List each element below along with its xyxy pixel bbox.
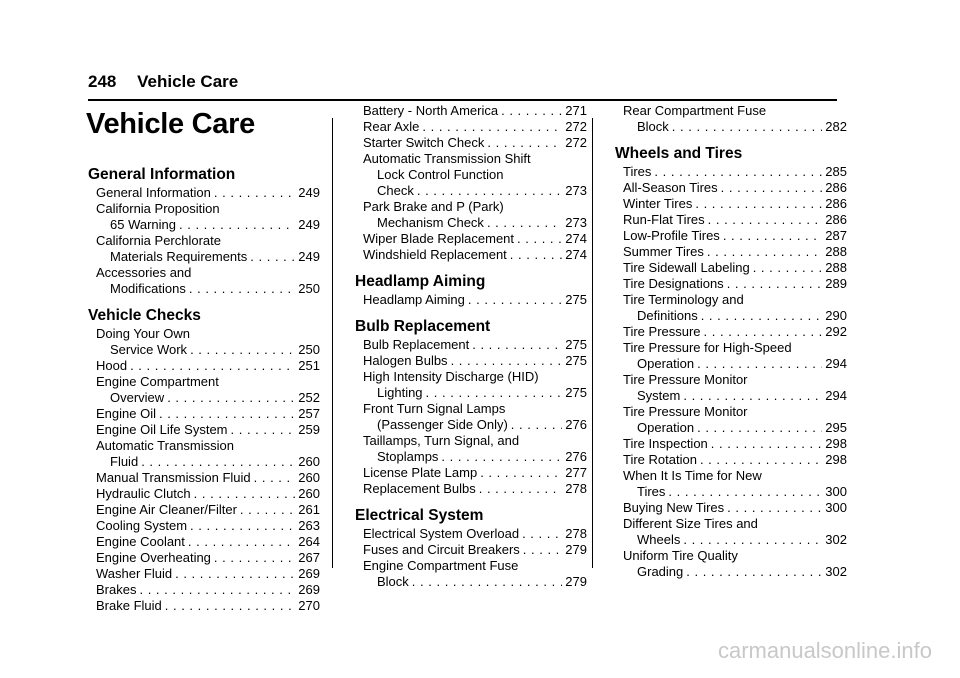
toc-entry-label: System xyxy=(637,388,681,403)
toc-entry[interactable] xyxy=(355,401,587,433)
toc-entry[interactable] xyxy=(355,231,587,247)
dot-leader xyxy=(727,276,823,292)
toc-entry[interactable] xyxy=(615,228,847,244)
toc-entry-label: High Intensity Discharge (HID) xyxy=(363,369,539,384)
dot-leader xyxy=(175,566,295,582)
toc-entry-label: California Proposition xyxy=(96,201,220,216)
toc-entry[interactable] xyxy=(355,526,587,542)
toc-entry[interactable] xyxy=(88,582,320,598)
toc-section-heading: Electrical System xyxy=(355,507,484,524)
toc-entry-label: Service Work xyxy=(110,342,188,357)
toc-page-number: 285 xyxy=(825,164,847,179)
toc-entry[interactable] xyxy=(88,438,320,470)
dot-leader xyxy=(214,550,295,566)
section-spacer xyxy=(355,308,587,317)
toc-entry-label: Engine Oil xyxy=(96,406,156,421)
toc-entry-label: 65 Warning xyxy=(110,217,176,232)
toc-page-number: 289 xyxy=(825,276,847,291)
toc-page-number: 272 xyxy=(565,135,587,150)
toc-page-number: 275 xyxy=(565,337,587,352)
toc-page-number: 267 xyxy=(298,550,320,565)
column-divider xyxy=(332,118,333,568)
toc-entry-label: Low-Profile Tires xyxy=(623,228,720,243)
toc-entry-label: Hydraulic Clutch xyxy=(96,486,191,501)
toc-column-2 xyxy=(355,103,587,590)
toc-entry[interactable] xyxy=(88,185,320,201)
toc-entry[interactable] xyxy=(615,164,847,180)
toc-column-3 xyxy=(615,103,847,580)
toc-entry-label: Engine Compartment xyxy=(96,374,219,389)
toc-entry-label: Brake Fluid xyxy=(96,598,162,613)
toc-entry-label: (Passenger Side Only) xyxy=(377,417,508,432)
toc-entry[interactable] xyxy=(615,404,847,436)
toc-entry-label: Engine Coolant xyxy=(96,534,185,549)
page-header xyxy=(88,72,238,92)
dot-leader xyxy=(753,260,823,276)
toc-entry-label: Operation xyxy=(637,356,695,371)
dot-leader xyxy=(451,353,563,369)
dot-leader xyxy=(139,582,295,598)
section-spacer xyxy=(615,135,847,144)
section-spacer xyxy=(355,497,587,506)
toc-entry[interactable] xyxy=(615,516,847,548)
dot-leader xyxy=(708,212,823,228)
toc-page-number: 260 xyxy=(298,454,320,469)
dot-leader xyxy=(704,324,823,340)
dot-leader xyxy=(723,228,822,244)
toc-entry[interactable] xyxy=(88,265,320,297)
dot-leader xyxy=(683,388,822,404)
toc-entry-label: License Plate Lamp xyxy=(363,465,478,480)
toc-page-number: 250 xyxy=(298,342,320,357)
toc-entry-label: Tire Pressure Monitor xyxy=(623,372,748,387)
toc-page-number: 269 xyxy=(298,566,320,581)
dot-leader xyxy=(683,532,822,548)
toc-page-number: 269 xyxy=(298,582,320,597)
toc-entry-label: Run-Flat Tires xyxy=(623,212,705,227)
toc-entry-label: Summer Tires xyxy=(623,244,704,259)
toc-entry-label: Tire Inspection xyxy=(623,436,708,451)
dot-leader xyxy=(417,183,562,199)
toc-entry[interactable] xyxy=(88,201,320,233)
toc-page-number: 276 xyxy=(565,449,587,464)
toc-entry-label: Tire Sidewall Labeling xyxy=(623,260,750,275)
toc-entry-label: All-Season Tires xyxy=(623,180,718,195)
toc-entry-label: Windshield Replacement xyxy=(363,247,507,262)
dot-leader xyxy=(188,534,295,550)
toc-page-number: 260 xyxy=(298,470,320,485)
dot-leader xyxy=(487,135,562,151)
toc-page-number: 274 xyxy=(565,247,587,262)
toc-entry[interactable] xyxy=(355,353,587,369)
toc-entry-label: Modifications xyxy=(110,281,186,296)
toc-entry-label: Stoplamps xyxy=(377,449,439,464)
toc-entry-label: Definitions xyxy=(637,308,698,323)
toc-entry-label: Tires xyxy=(623,164,652,179)
toc-entry[interactable] xyxy=(615,324,847,340)
toc-entry[interactable] xyxy=(88,326,320,358)
toc-entry[interactable] xyxy=(355,103,587,119)
toc-section-heading: Wheels and Tires xyxy=(615,145,743,162)
dot-leader xyxy=(668,484,822,500)
dot-leader xyxy=(701,308,823,324)
toc-entry-label: Engine Air Cleaner/Filter xyxy=(96,502,237,517)
toc-page-number: 272 xyxy=(565,119,587,134)
toc-entry[interactable] xyxy=(355,151,587,199)
toc-entry[interactable] xyxy=(615,500,847,516)
toc-entry[interactable] xyxy=(88,233,320,265)
toc-section-heading: Bulb Replacement xyxy=(355,318,491,335)
toc-entry[interactable] xyxy=(615,468,847,500)
toc-entry[interactable] xyxy=(88,406,320,422)
toc-entry-label: Buying New Tires xyxy=(623,500,725,515)
toc-entry[interactable] xyxy=(88,534,320,550)
toc-page-number: 278 xyxy=(565,481,587,496)
toc-entry[interactable] xyxy=(88,518,320,534)
toc-entry-label: Grading xyxy=(637,564,684,579)
toc-page-number: 286 xyxy=(825,196,847,211)
toc-entry-label: Rear Axle xyxy=(363,119,420,134)
toc-entry-label: Lock Control Function xyxy=(377,167,504,182)
toc-entry[interactable] xyxy=(355,247,587,263)
toc-entry[interactable] xyxy=(355,135,587,151)
toc-entry-label: Tire Pressure for High-Speed xyxy=(623,340,792,355)
toc-page-number: 264 xyxy=(298,534,320,549)
dot-leader xyxy=(426,385,563,401)
toc-entry[interactable] xyxy=(355,369,587,401)
toc-entry-label: Tire Rotation xyxy=(623,452,697,467)
toc-page-number: 250 xyxy=(298,281,320,296)
toc-page-number: 288 xyxy=(825,244,847,259)
dot-leader xyxy=(510,247,563,263)
toc-entry-label: Lighting xyxy=(377,385,423,400)
dot-leader xyxy=(672,119,823,135)
toc-entry-label: Automatic Transmission Shift xyxy=(363,151,531,166)
toc-entry-label: Battery - North America xyxy=(363,103,499,118)
dot-leader xyxy=(250,249,295,265)
toc-entry[interactable] xyxy=(355,433,587,465)
dot-leader xyxy=(190,518,295,534)
toc-entry[interactable] xyxy=(355,558,587,590)
toc-entry[interactable] xyxy=(88,374,320,406)
toc-page-number: 271 xyxy=(565,103,587,118)
toc-entry[interactable] xyxy=(355,337,587,353)
toc-entry-label: Fuses and Circuit Breakers xyxy=(363,542,520,557)
dot-leader xyxy=(240,502,295,518)
toc-entry[interactable] xyxy=(88,470,320,486)
toc-entry[interactable] xyxy=(88,598,320,614)
toc-page-number: 249 xyxy=(298,217,320,232)
toc-column-1 xyxy=(88,165,320,614)
toc-entry[interactable] xyxy=(615,340,847,372)
toc-page-number: 294 xyxy=(825,356,847,371)
toc-entry-label: Fluid xyxy=(110,454,139,469)
toc-page-number: 286 xyxy=(825,180,847,195)
section-spacer xyxy=(88,297,320,306)
toc-entry-label: Mechanism Check xyxy=(377,215,484,230)
dot-leader xyxy=(165,598,296,614)
page-number: 248 xyxy=(88,72,117,91)
toc-page-number: 261 xyxy=(298,502,320,517)
toc-section-heading: General Information xyxy=(88,166,236,183)
toc-page-number: 282 xyxy=(825,119,847,134)
dot-leader xyxy=(214,185,295,201)
toc-page-number: 257 xyxy=(298,406,320,421)
section-spacer xyxy=(355,263,587,272)
toc-entry-label: Different Size Tires and xyxy=(623,516,758,531)
toc-entry-label: Materials Requirements xyxy=(110,249,248,264)
toc-entry-label: Front Turn Signal Lamps xyxy=(363,401,506,416)
toc-page-number: 260 xyxy=(298,486,320,501)
dot-leader xyxy=(501,103,562,119)
toc-entry-label: Manual Transmission Fluid xyxy=(96,470,251,485)
header-rule xyxy=(88,99,837,101)
toc-entry[interactable] xyxy=(615,196,847,212)
dot-leader xyxy=(487,215,562,231)
dot-leader xyxy=(686,564,822,580)
toc-entry-label: Operation xyxy=(637,420,695,435)
toc-entry[interactable] xyxy=(88,358,320,374)
toc-page-number: 302 xyxy=(825,532,847,547)
dot-leader xyxy=(189,281,295,297)
toc-page-number: 259 xyxy=(298,422,320,437)
dot-leader xyxy=(517,231,562,247)
dot-leader xyxy=(523,542,563,558)
dot-leader xyxy=(130,358,295,374)
toc-entry-label: Bulb Replacement xyxy=(363,337,470,352)
toc-page-number: 275 xyxy=(565,385,587,400)
toc-entry-label: Park Brake and P (Park) xyxy=(363,199,504,214)
dot-leader xyxy=(472,337,562,353)
dot-leader xyxy=(707,244,822,260)
toc-entry-label: Block xyxy=(377,574,409,589)
dot-leader xyxy=(412,574,563,590)
toc-entry-label: Wiper Blade Replacement xyxy=(363,231,515,246)
toc-entry-label: Automatic Transmission xyxy=(96,438,234,453)
toc-entry[interactable] xyxy=(355,465,587,481)
toc-entry[interactable] xyxy=(615,103,847,135)
toc-entry-label: Tire Terminology and xyxy=(623,292,744,307)
toc-entry[interactable] xyxy=(615,212,847,228)
toc-entry[interactable] xyxy=(615,452,847,468)
toc-entry[interactable] xyxy=(88,422,320,438)
toc-entry[interactable] xyxy=(615,244,847,260)
toc-page-number: 287 xyxy=(825,228,847,243)
toc-entry-label: General Information xyxy=(96,185,211,200)
dot-leader xyxy=(695,196,822,212)
toc-entry-label: Tire Designations xyxy=(623,276,724,291)
dot-leader xyxy=(511,417,563,433)
toc-page-number: 298 xyxy=(825,452,847,467)
toc-entry-label: Tire Pressure Monitor xyxy=(623,404,748,419)
dot-leader xyxy=(167,390,295,406)
toc-entry-label: Tires xyxy=(637,484,666,499)
toc-page-number: 275 xyxy=(565,292,587,307)
dot-leader xyxy=(190,342,295,358)
toc-entry-label: Cooling System xyxy=(96,518,188,533)
toc-entry-label: Brakes xyxy=(96,582,137,597)
toc-entry-label: Engine Compartment Fuse xyxy=(363,558,519,573)
dot-leader xyxy=(159,406,295,422)
dot-leader xyxy=(479,481,563,497)
toc-section-heading: Headlamp Aiming xyxy=(355,273,486,290)
toc-page-number: 275 xyxy=(565,353,587,368)
toc-entry[interactable] xyxy=(355,199,587,231)
dot-leader xyxy=(194,486,296,502)
toc-entry-label: Tire Pressure xyxy=(623,324,701,339)
toc-page-number: 270 xyxy=(298,598,320,613)
toc-page-number: 295 xyxy=(825,420,847,435)
toc-page-number: 274 xyxy=(565,231,587,246)
dot-leader xyxy=(697,420,822,436)
dot-leader xyxy=(231,422,296,438)
toc-entry[interactable] xyxy=(355,481,587,497)
toc-entry-label: Hood xyxy=(96,358,128,373)
dot-leader xyxy=(711,436,823,452)
toc-entry-label: Starter Switch Check xyxy=(363,135,485,150)
toc-entry[interactable] xyxy=(88,486,320,502)
toc-page-number: 263 xyxy=(298,518,320,533)
toc-entry[interactable] xyxy=(615,372,847,404)
toc-entry[interactable] xyxy=(88,502,320,518)
toc-entry-label: Doing Your Own xyxy=(96,326,190,341)
toc-page-number: 277 xyxy=(565,465,587,480)
toc-page-number: 249 xyxy=(298,185,320,200)
toc-page-number: 252 xyxy=(298,390,320,405)
toc-entry-label: Replacement Bulbs xyxy=(363,481,476,496)
toc-entry[interactable] xyxy=(88,566,320,582)
column-divider xyxy=(592,118,593,568)
dot-leader xyxy=(480,465,562,481)
toc-page-number: 302 xyxy=(825,564,847,579)
toc-page-number: 300 xyxy=(825,484,847,499)
toc-entry-label: Overview xyxy=(110,390,165,405)
toc-page-number: 290 xyxy=(825,308,847,323)
toc-page-number: 273 xyxy=(565,215,587,230)
toc-page-number: 298 xyxy=(825,436,847,451)
toc-page-number: 279 xyxy=(565,574,587,589)
toc-page-number: 294 xyxy=(825,388,847,403)
toc-entry-label: Washer Fluid xyxy=(96,566,173,581)
dot-leader xyxy=(697,356,822,372)
toc-entry-label: Taillamps, Turn Signal, and xyxy=(363,433,520,448)
toc-entry-label: Check xyxy=(377,183,414,198)
toc-entry-label: Accessories and xyxy=(96,265,192,280)
dot-leader xyxy=(654,164,822,180)
toc-entry[interactable] xyxy=(615,180,847,196)
dot-leader xyxy=(441,449,562,465)
dot-leader xyxy=(422,119,562,135)
toc-entry[interactable] xyxy=(615,260,847,276)
toc-page-number: 273 xyxy=(565,183,587,198)
toc-entry[interactable] xyxy=(355,119,587,135)
dot-leader xyxy=(254,470,296,486)
toc-page-number: 279 xyxy=(565,542,587,557)
toc-entry[interactable] xyxy=(615,292,847,324)
toc-entry-label: California Perchlorate xyxy=(96,233,222,248)
toc-entry-label: When It Is Time for New xyxy=(623,468,762,483)
toc-entry[interactable] xyxy=(355,542,587,558)
toc-entry-label: Headlamp Aiming xyxy=(363,292,465,307)
toc-page-number: 300 xyxy=(825,500,847,515)
toc-entry-label: Winter Tires xyxy=(623,196,693,211)
toc-page-number: 249 xyxy=(298,249,320,264)
header-section-title: Vehicle Care xyxy=(137,72,239,91)
dot-leader xyxy=(700,452,822,468)
page-title: Vehicle Care xyxy=(86,108,255,140)
toc-entry-label: Engine Oil Life System xyxy=(96,422,228,437)
dot-leader xyxy=(522,526,562,542)
toc-entry[interactable] xyxy=(355,292,587,308)
toc-section-heading: Vehicle Checks xyxy=(88,307,201,324)
toc-entry[interactable] xyxy=(88,550,320,566)
toc-page-number: 292 xyxy=(825,324,847,339)
toc-entry-label: Engine Overheating xyxy=(96,550,211,565)
toc-entry-label: Electrical System Overload xyxy=(363,526,520,541)
toc-entry[interactable] xyxy=(615,436,847,452)
dot-leader xyxy=(727,500,822,516)
toc-page-number: 251 xyxy=(298,358,320,373)
toc-page-number: 286 xyxy=(825,212,847,227)
toc-entry-label: Wheels xyxy=(637,532,681,547)
toc-page-number: 276 xyxy=(565,417,587,432)
toc-entry[interactable] xyxy=(615,276,847,292)
toc-entry-label: Halogen Bulbs xyxy=(363,353,448,368)
toc-page-number: 278 xyxy=(565,526,587,541)
dot-leader xyxy=(179,217,295,233)
toc-entry-label: Uniform Tire Quality xyxy=(623,548,738,563)
toc-entry-label: Rear Compartment Fuse xyxy=(623,103,767,118)
toc-entry-label: Block xyxy=(637,119,669,134)
dot-leader xyxy=(721,180,823,196)
dot-leader xyxy=(468,292,562,308)
toc-entry[interactable] xyxy=(615,548,847,580)
watermark: carmanualsonline.info xyxy=(717,638,932,663)
dot-leader xyxy=(141,454,295,470)
toc-page-number: 288 xyxy=(825,260,847,275)
